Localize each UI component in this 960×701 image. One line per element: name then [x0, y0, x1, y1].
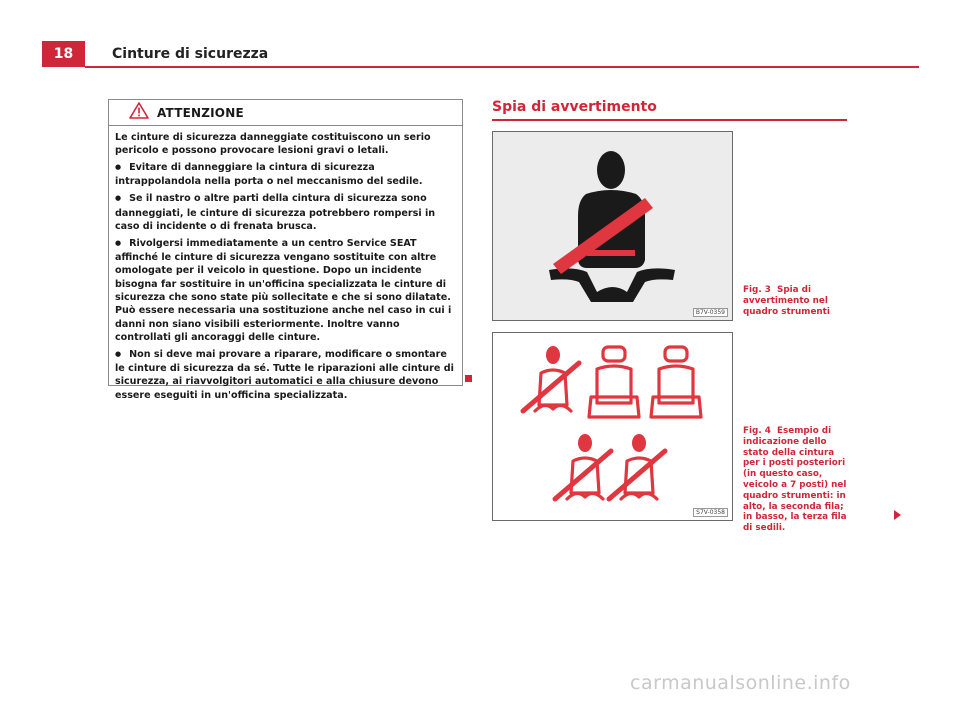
figure-caption: Fig. 3 Spia di avvertimento nel quadro strumenti: [743, 285, 830, 317]
section-end-marker: [465, 375, 472, 382]
seat-belted-icon: [555, 434, 611, 499]
warning-bullet: ● Rivolgersi immediatamente a un centro Service SEAT affinché le cinture di sicurezza vengano sostituite con altre omologate per il veicolo in questione. Dopo un incidente bisogna far sostituire in un'officina specializzata le cinture di sicurezza che sono state più sollecitate e che si sono dilatate. Può essere necessaria una sostituzione anche nel caso in cui i danni non siano visibili esteriormente. Inoltre vanno controllati gli ancoraggi delle cinture.: [115, 237, 456, 344]
watermark: carmanualsonline.info: [630, 672, 851, 694]
seatbelt-warning-icon: [493, 132, 732, 320]
warning-bullet: ● Non si deve mai provare a riparare, modificare o smontare le cinture di sicurezza da sé. Tutte le riparazioni alle cinture di sicurezza, ai riavvolgitori automatici e alla chiusure devono essere eseguiti in un'officina specializzata.: [115, 348, 456, 402]
section-title: Spia di avvertimento: [492, 99, 657, 115]
warning-header: [109, 100, 462, 126]
seat-empty-icon: [589, 347, 639, 417]
figure-caption: Fig. 4 Esempio di indicazione dello stato della cintura per i posti posteriori (in questo caso, veicolo a 7 posti) nel quadro strumenti: in alto, la seconda fila; in basso, la terza fila di sedili.: [743, 426, 847, 534]
section-divider: [492, 119, 847, 121]
warning-title: ATTENZIONE: [157, 105, 244, 120]
warning-body: [109, 126, 462, 402]
chapter-title: Cinture di sicurezza: [112, 46, 269, 62]
warning-bullet: ● Evitare di danneggiare la cintura di sicurezza intrappolandola nella porta o nel meccanismo del sedile.: [115, 161, 456, 189]
figure-code: B7V-0359: [693, 308, 728, 317]
rear-seat-status-icons: [493, 333, 732, 520]
continue-arrow-icon: [894, 510, 901, 520]
figure-code: S7V-0358: [693, 508, 728, 517]
figure-seatbelt-warning-light: [492, 131, 733, 321]
figure-rear-seat-status: [492, 332, 733, 521]
warning-triangle-icon: [129, 102, 149, 123]
header-divider: [85, 66, 919, 68]
seat-belted-icon: [523, 346, 579, 411]
warning-bullet: ● Se il nastro o altre parti della cintura di sicurezza sono danneggiati, le cinture di sicurezza potrebbero rompersi in caso di incidente o di frenata brusca.: [115, 192, 456, 233]
seat-empty-icon: [651, 347, 701, 417]
warning-intro: Le cinture di sicurezza danneggiate costituiscono un serio pericolo e possono provocare lesioni gravi o letali.: [115, 132, 431, 157]
seat-belted-icon: [609, 434, 665, 499]
warning-box: [108, 99, 463, 401]
page-number: 18: [42, 41, 85, 67]
